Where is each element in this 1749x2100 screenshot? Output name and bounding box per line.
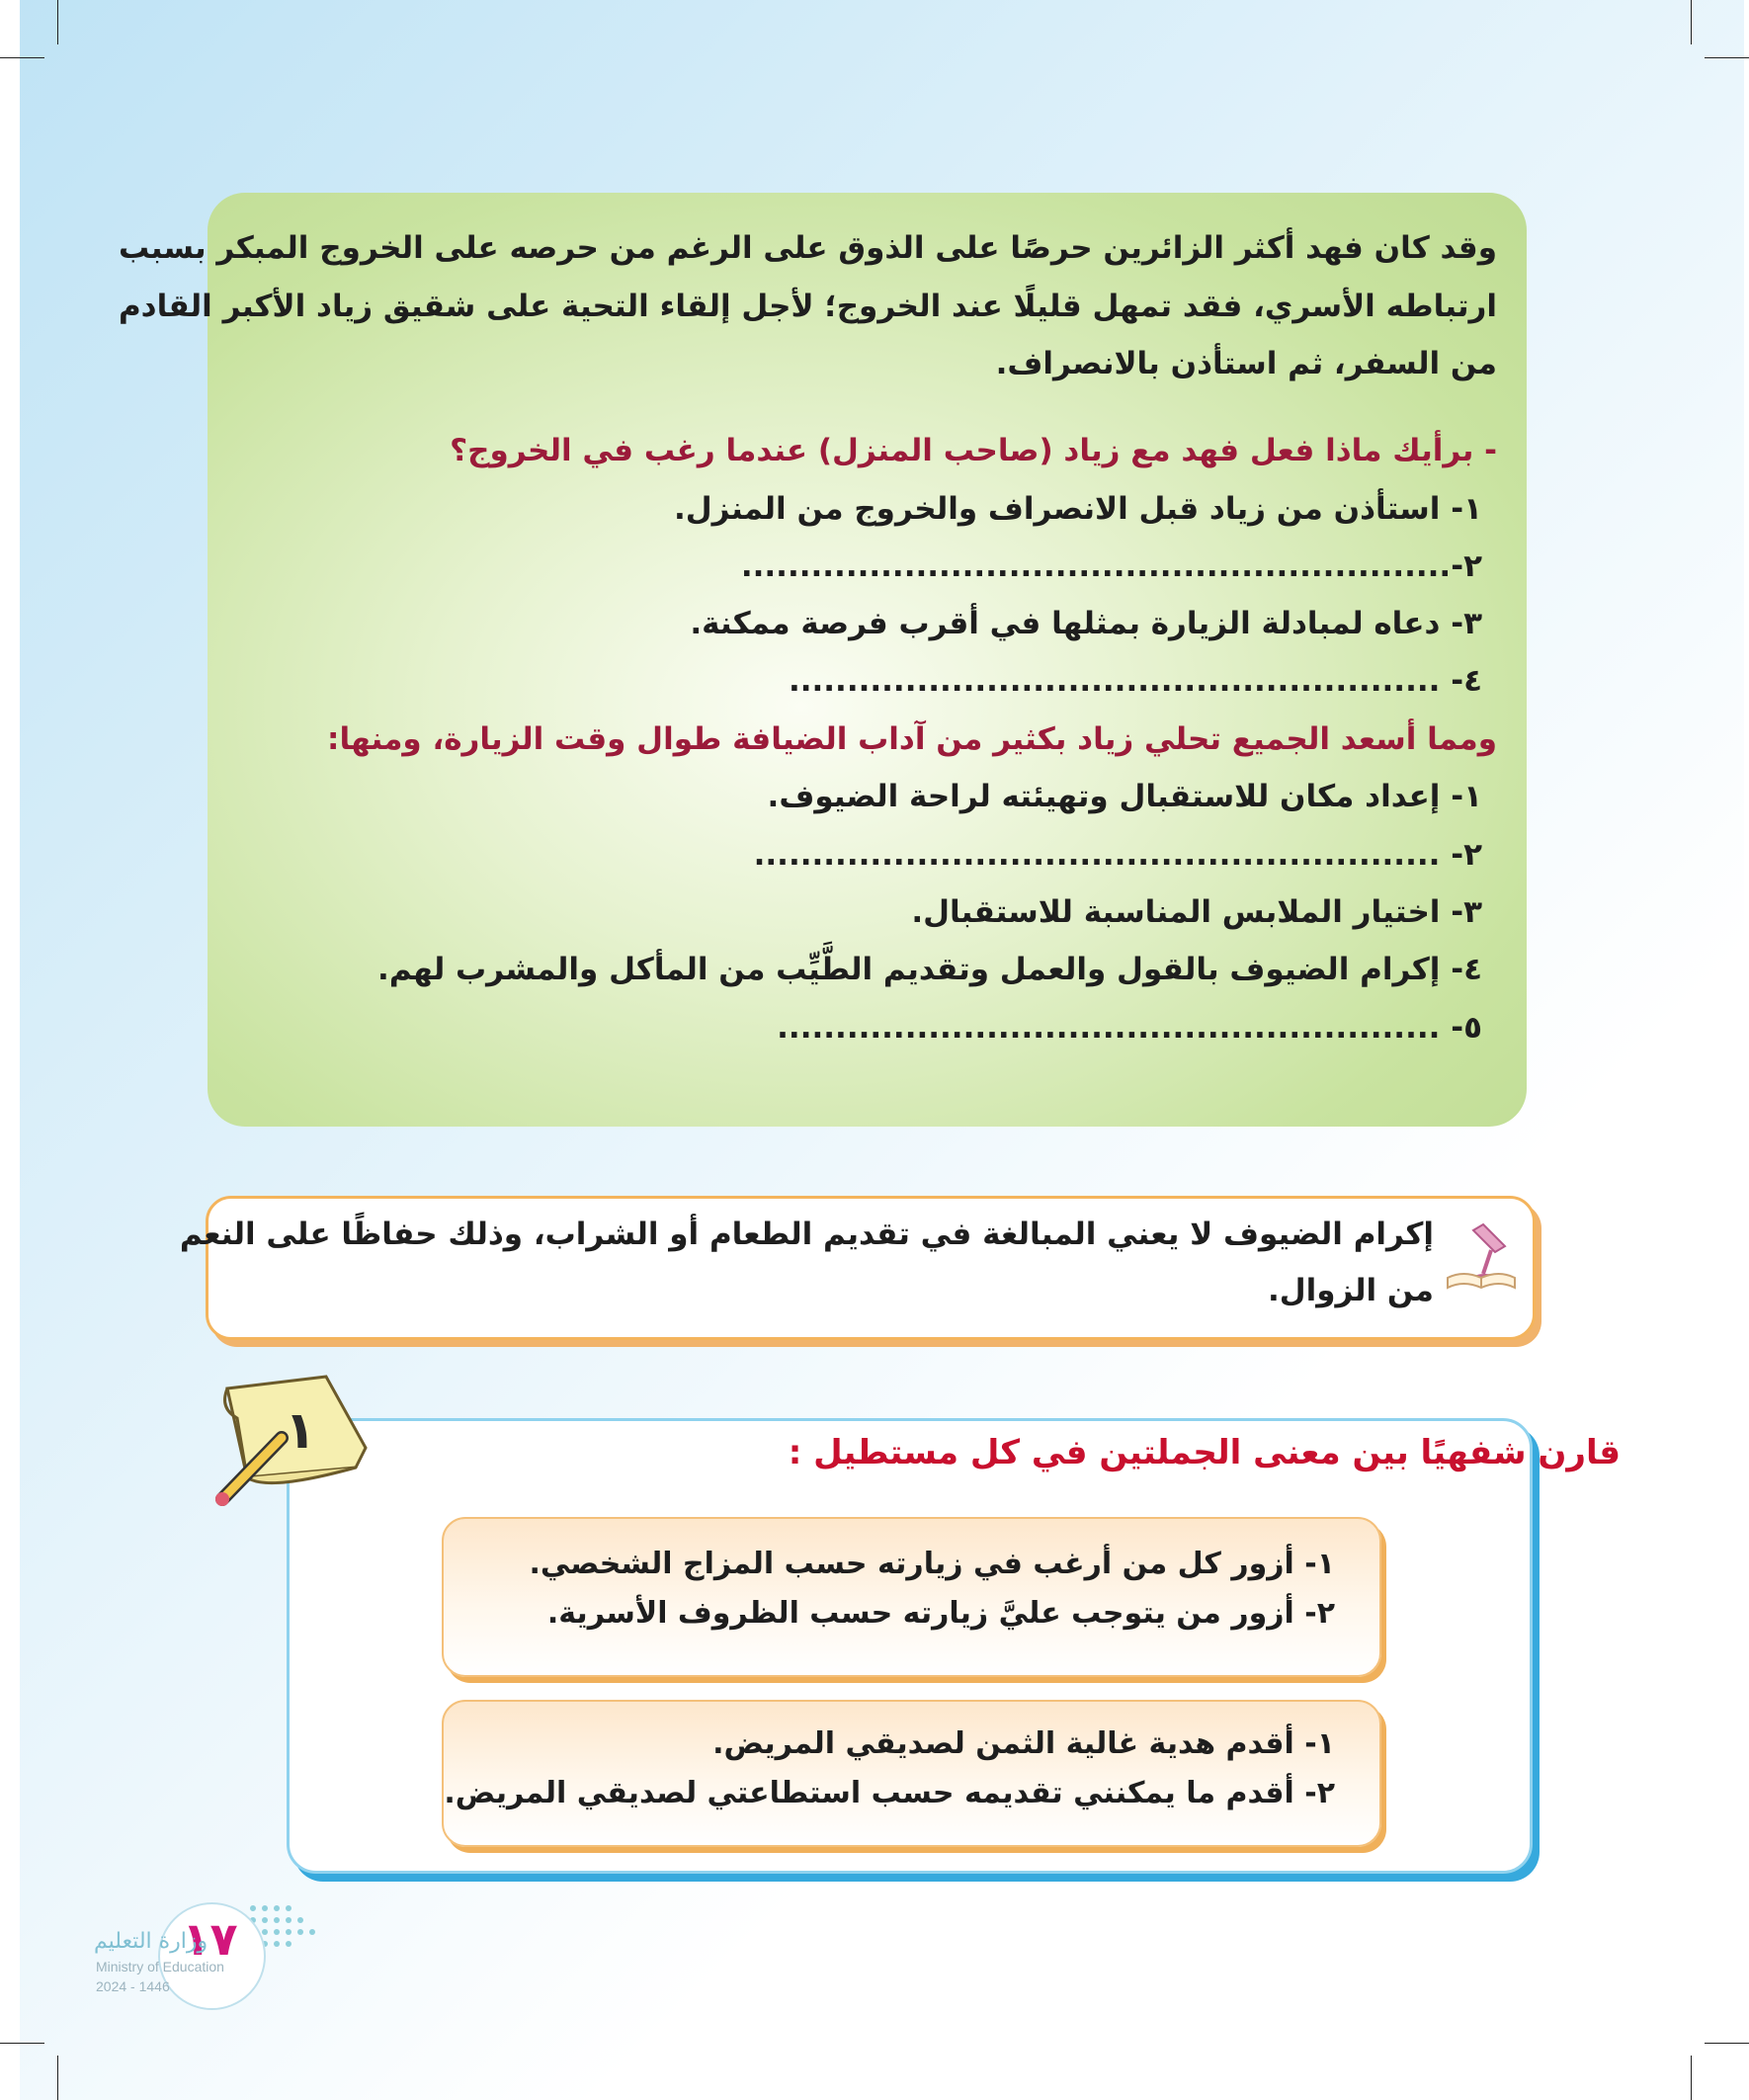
reading-paragraph-line: ارتباطه الأسري، فقد تمهل قليلًا عند الخروج؛ لأجل إلقاء التحية على شقيق زياد الأكبر القادم: [118, 289, 1497, 324]
tip-line: من الزوال.: [1267, 1273, 1434, 1308]
etiquette-blank: ٥- .........................................................: [777, 1010, 1482, 1046]
ministry-name-en: Ministry of Education: [96, 1959, 224, 1974]
answer-blank: ٤- ........................................................: [788, 663, 1482, 699]
tip-line: إكرام الضيوف لا يعني المبالغة في تقديم الطعام أو الشراب، وذلك حفاظًا على النعم: [179, 1217, 1434, 1252]
crop-mark: [1691, 0, 1692, 44]
crop-mark: [0, 2043, 44, 2044]
etiquette-intro: ومما أسعد الجميع تحلي زياد بكثير من آداب الضيافة طوال وقت الزيارة، ومنها:: [327, 721, 1497, 757]
ministry-name-ar: وزارة التعليم: [94, 1929, 208, 1954]
comparison-card-2: [442, 1700, 1381, 1847]
comparison-sentence: ١- أزور كل من أرغب في زيارته حسب المزاج الشخصي.: [529, 1547, 1335, 1581]
etiquette-item: ٣- اختيار الملابس المناسبة للاستقبال.: [911, 894, 1482, 930]
reading-paragraph-line: من السفر، ثم استأذن بالانصراف.: [995, 346, 1497, 381]
crop-mark: [57, 0, 58, 44]
lamp-book-icon: [1444, 1217, 1523, 1296]
crop-mark: [0, 57, 44, 58]
etiquette-blank: ٢- ...........................................................: [753, 837, 1482, 873]
crop-mark: [1705, 2043, 1749, 2044]
etiquette-item: ٤- إكرام الضيوف بالقول والعمل وتقديم الطَّيِّب من المأكل والمشرب لهم.: [377, 952, 1482, 987]
answer-item: ٣- دعاه لمبادلة الزيارة بمثلها في أقرب فرصة ممكنة.: [690, 606, 1482, 641]
tip-box: [179, 1196, 1536, 1340]
etiquette-item: ١- إعداد مكان للاستقبال وتهيئته لراحة الضيوف.: [767, 779, 1482, 814]
question-heading: - برأيك ماذا فعل فهد مع زياد (صاحب المنزل) عندما رغب في الخروج؟: [450, 433, 1497, 468]
comparison-sentence: ١- أقدم هدية غالية الثمن لصديقي المريض.: [712, 1726, 1335, 1761]
comparison-sentence: ٢- أقدم ما يمكنني تقديمه حسب استطاعتي لصديقي المريض.: [444, 1776, 1335, 1810]
reading-paragraph-line: وقد كان فهد أكثر الزائرين حرصًا على الذوق على الرغم من حرصه على الخروج المبكر بسبب: [118, 230, 1497, 266]
notebook-number: ١: [285, 1401, 316, 1461]
answer-blank: ٢-.............................................................: [740, 548, 1482, 584]
reading-box: [118, 193, 1527, 1127]
edition-year: 2024 - 1446: [96, 1978, 170, 1994]
notebook-pencil-icon: [208, 1369, 375, 1517]
answer-item: ١- استأذن من زياد قبل الانصراف والخروج من المنزل.: [674, 491, 1482, 527]
comparison-sentence: ٢- أزور من يتوجب عليَّ زيارته حسب الظروف الأسرية.: [546, 1596, 1335, 1631]
comparison-card-1: [442, 1517, 1381, 1677]
page-number: ١٧: [182, 1912, 238, 1966]
activity-title: قارن شفهيًا بين معنى الجملتين في كل مستطيل :: [788, 1433, 1621, 1472]
crop-mark: [1691, 2056, 1692, 2100]
crop-mark: [1705, 57, 1749, 58]
crop-mark: [57, 2056, 58, 2100]
